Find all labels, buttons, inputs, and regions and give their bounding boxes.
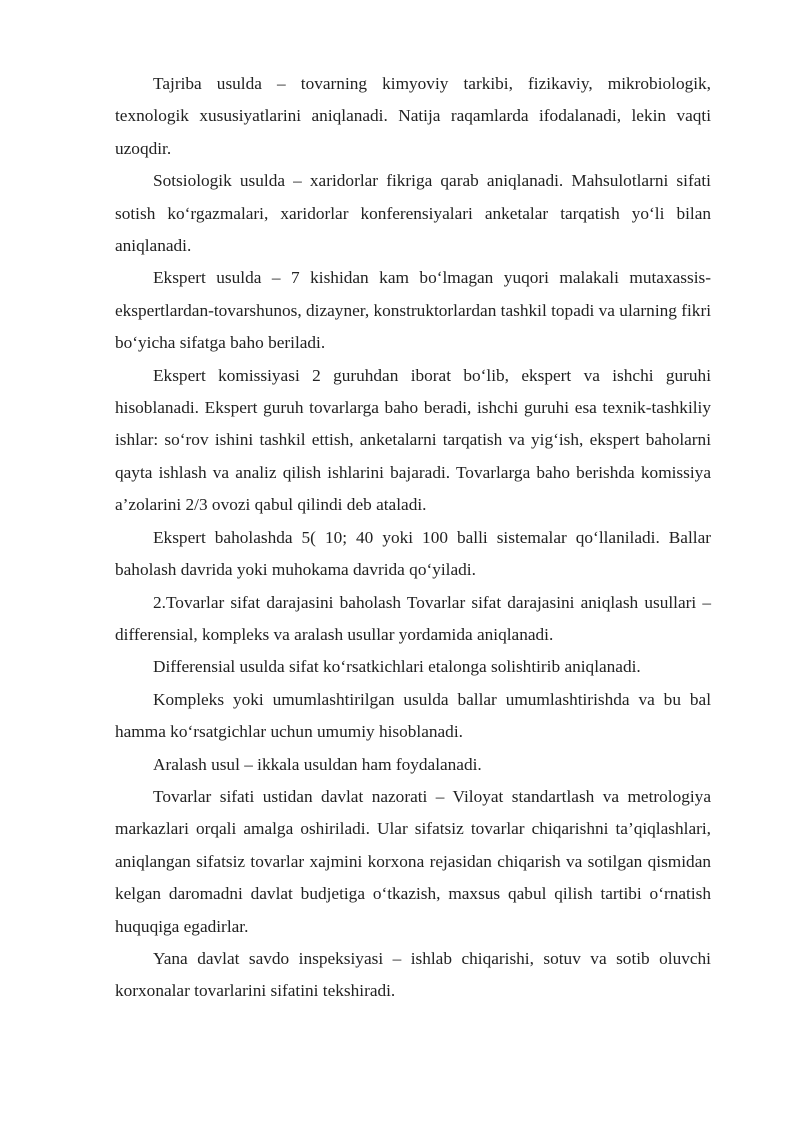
paragraph-aralash-usul: Aralash usul – ikkala usuldan ham foydalanadi. [153,754,482,774]
paragraph-davlat-nazorati: Tovarlar sifati ustidan davlat nazorati – Viloyat standartlash va metrologiya markazlari orqali amalga oshiriladi. Ular sifatsiz tovarlar chiqarishni ta’qiqlashlari, aniqlangan sifatsiz tovarlar xajmini korxona rejasidan chiqarish va sotilgan qismidan kelgan daromadni davlat budjetiga o‘tkazish, maxsus qabul qilish tartibi o‘rnatish huquqiga egadirlar. [115,786,711,936]
document-page [115,68,711,1008]
paragraph-sifat-darajasini-baholash: 2.Tovarlar sifat darajasini baholash Tovarlar sifat darajasini aniqlash usullari – differensial, kompleks va aralash usullar yordamida aniqlanadi. [115,592,711,644]
paragraph-ekspert-baholashda: Ekspert baholashda 5( 10; 40 yoki 100 balli sistemalar qo‘llaniladi. Ballar baholash davrida yoki muhokama davrida qo‘yiladi. [115,527,711,580]
paragraph-differensial-usul: Differensial usulda sifat ko‘rsatkichlari etalonga solishtirib aniqlanadi. [153,657,641,677]
paragraph-tajriba-usulda: Tajriba usulda – tovarning kimyoviy tarkibi, fizikaviy, mikrobiologik, texnologik xususiyatlarini aniqlanadi. Natija raqamlarda ifodalanadi, lekin vaqti uzoqdir. [115,74,711,158]
paragraph-sotsiologik-usulda: Sotsiologik usulda – xaridorlar fikriga qarab aniqlanadi. Mahsulotlarni sifati sotish ko‘rgazmalari, xaridorlar konferensiyalari anketalar tarqatish yo‘li bilan aniqlanadi. [115,171,711,256]
paragraph-ekspert-usulda: Ekspert usulda – 7 kishidan kam bo‘lmagan yuqori malakali mutaxassis-ekspertlardan-tovarshunos, dizayner, konstruktorlardan tashkil topadi va ularning fikri bo‘yicha sifatga baho beriladi. [115,268,711,353]
paragraph-savdo-inspeksiyasi: Yana davlat savdo inspeksiyasi – ishlab chiqarishi, sotuv va sotib oluvchi korxonalar tovarlarini sifatini tekshiradi. [115,948,711,1001]
paragraph-ekspert-komissiyasi: Ekspert komissiyasi 2 guruhdan iborat bo‘lib, ekspert va ishchi guruhi hisoblanadi. Ekspert guruh tovarlarga baho beradi, ishchi guruhi esa texnik-tashkiliy ishlar: so‘rov ishini tashkil ettish, anketalarni tarqatish va yig‘ish, ekspert baholarni qayta ishlash va analiz qilish ishlarini bajaradi. Tovarlarga baho berishda komissiya a’zolarini 2/3 ovozi qabul qilindi deb ataladi. [115,365,711,515]
paragraph-kompleks-usul: Kompleks yoki umumlashtirilgan usulda ballar umumlashtirishda va bu bal hamma ko‘rsatgichlar uchun umumiy hisoblanadi. [115,689,711,742]
